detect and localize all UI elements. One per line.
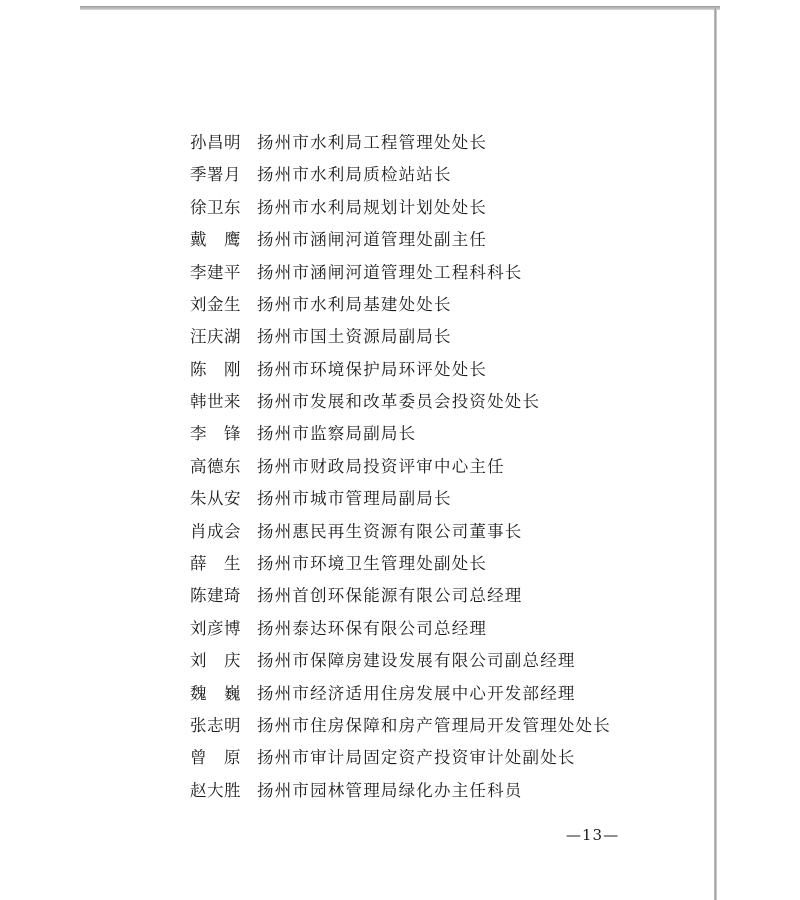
- person-title: 扬州市财政局投资评审中心主任: [257, 456, 505, 476]
- person-title: 扬州市经济适用住房发展中心开发部经理: [257, 683, 576, 703]
- person-name: 刘彦博: [190, 618, 241, 638]
- list-item: [190, 257, 611, 289]
- person-title: 扬州市保障房建设发展有限公司副总经理: [257, 651, 576, 671]
- person-name: 刘 庆: [190, 651, 241, 671]
- person-name: 陈 刚: [190, 359, 241, 379]
- person-title: 扬州市国土资源局副局长: [257, 327, 452, 347]
- list-item: [190, 775, 611, 807]
- person-title: 扬州市涵闸河道管理处工程科科长: [257, 262, 523, 282]
- person-title: 扬州市水利局质检站站长: [257, 165, 452, 185]
- personnel-list: [190, 127, 611, 807]
- person-name: 韩世来: [190, 392, 241, 412]
- list-item: [190, 419, 611, 451]
- person-name: 朱从安: [190, 489, 241, 509]
- person-name: 赵大胜: [190, 780, 241, 800]
- person-name: 曾 原: [190, 748, 241, 768]
- list-item: [190, 159, 611, 191]
- list-item: [190, 678, 611, 710]
- scan-right-edge: [714, 8, 717, 900]
- person-title: 扬州市园林管理局绿化办主任科员: [257, 780, 523, 800]
- list-item: [190, 483, 611, 515]
- person-name: 肖成会: [190, 521, 241, 541]
- person-title: 扬州市水利局规划计划处处长: [257, 197, 488, 217]
- scan-top-edge: [80, 6, 720, 10]
- list-item: [190, 386, 611, 418]
- person-name: 徐卫东: [190, 197, 241, 217]
- person-title: 扬州市环境保护局环评处处长: [257, 359, 488, 379]
- page-number: —13—: [566, 826, 620, 844]
- list-item: [190, 354, 611, 386]
- list-item: [190, 451, 611, 483]
- person-name: 孙昌明: [190, 132, 241, 152]
- list-item: [190, 710, 611, 742]
- person-title: 扬州惠民再生资源有限公司董事长: [257, 521, 523, 541]
- person-title: 扬州市城市管理局副局长: [257, 489, 452, 509]
- list-item: [190, 127, 611, 159]
- person-name: 李 锋: [190, 424, 241, 444]
- person-name: 陈建琦: [190, 586, 241, 606]
- list-item: [190, 742, 611, 774]
- person-name: 刘金生: [190, 294, 241, 314]
- list-item: [190, 321, 611, 353]
- person-title: 扬州市涵闸河道管理处副主任: [257, 230, 488, 250]
- list-item: [190, 548, 611, 580]
- list-item: [190, 613, 611, 645]
- person-name: 汪庆湖: [190, 327, 241, 347]
- person-name: 李建平: [190, 262, 241, 282]
- person-title: 扬州市住房保障和房产管理局开发管理处处长: [257, 715, 611, 735]
- person-title: 扬州市环境卫生管理处副处长: [257, 554, 488, 574]
- person-title: 扬州市审计局固定资产投资审计处副处长: [257, 748, 576, 768]
- list-item: [190, 516, 611, 548]
- person-name: 魏 巍: [190, 683, 241, 703]
- list-item: [190, 192, 611, 224]
- person-name: 张志明: [190, 715, 241, 735]
- person-name: 戴 鹰: [190, 230, 241, 250]
- person-title: 扬州市水利局工程管理处处长: [257, 132, 488, 152]
- person-title: 扬州市水利局基建处处长: [257, 294, 452, 314]
- list-item: [190, 645, 611, 677]
- person-title: 扬州首创环保能源有限公司总经理: [257, 586, 523, 606]
- person-name: 薛 生: [190, 554, 241, 574]
- person-name: 季署月: [190, 165, 241, 185]
- list-item: [190, 289, 611, 321]
- list-item: [190, 580, 611, 612]
- person-title: 扬州市监察局副局长: [257, 424, 417, 444]
- person-title: 扬州泰达环保有限公司总经理: [257, 618, 488, 638]
- person-name: 高德东: [190, 456, 241, 476]
- list-item: [190, 224, 611, 256]
- person-title: 扬州市发展和改革委员会投资处处长: [257, 392, 541, 412]
